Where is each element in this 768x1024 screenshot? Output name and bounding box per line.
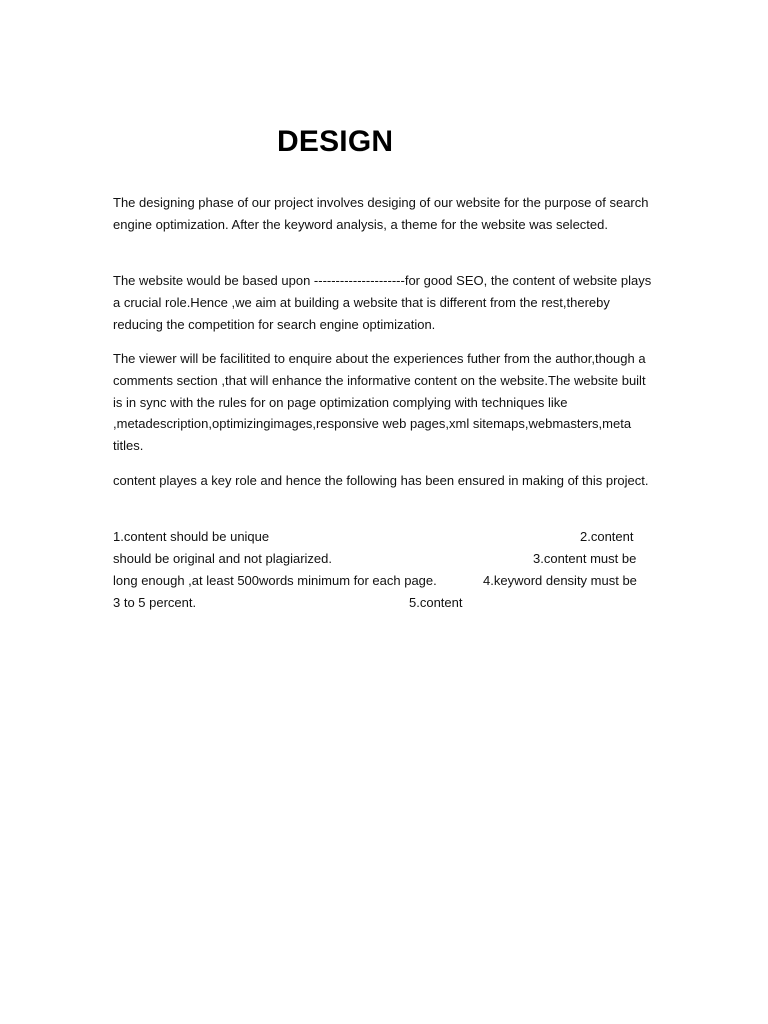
content-list-line — [113, 526, 658, 548]
content-list-line — [113, 548, 658, 570]
list-text: 3 to 5 percent. — [113, 595, 197, 610]
list-text: should be original and not plagiarized. — [113, 551, 332, 566]
list-text: long enough ,at least 500words minimum for each page. — [113, 573, 437, 588]
list-text: 3.content must be — [533, 551, 637, 566]
paragraph-viewer-features: The viewer will be facilitited to enquire about the experiences futher from the author,though a comments section ,that will enhance the informative content on the website.The website built is in sync with the rules for on page optimization complying with techniques like ,metadescription,optimizingimages,responsive web pages,xml sitemaps,webmasters,meta titles. — [113, 351, 646, 454]
list-text: 1.content should be unique — [113, 529, 270, 544]
list-text: 2.content — [580, 529, 634, 544]
paragraph-design-phase: The designing phase of our project involves desiging of our website for the purpose of search engine optimization. After the keyword analysis, a theme for the website was selected. — [113, 195, 649, 232]
paragraph-website-basis: The website would be based upon ---------------------for good SEO, the content of website plays a crucial role.Hence ,we aim at building a website that is different from the rest,thereby reducing the competition for search engine optimization. — [113, 273, 652, 332]
list-text: 4.keyword density must be — [483, 573, 637, 588]
content-list-line — [113, 592, 658, 614]
list-text: 5.content — [409, 595, 463, 610]
content-list-line — [113, 570, 658, 592]
paragraph-content-role: content playes a key role and hence the following has been ensured in making of this project. — [113, 473, 649, 488]
page-title: DESIGN — [277, 125, 394, 158]
